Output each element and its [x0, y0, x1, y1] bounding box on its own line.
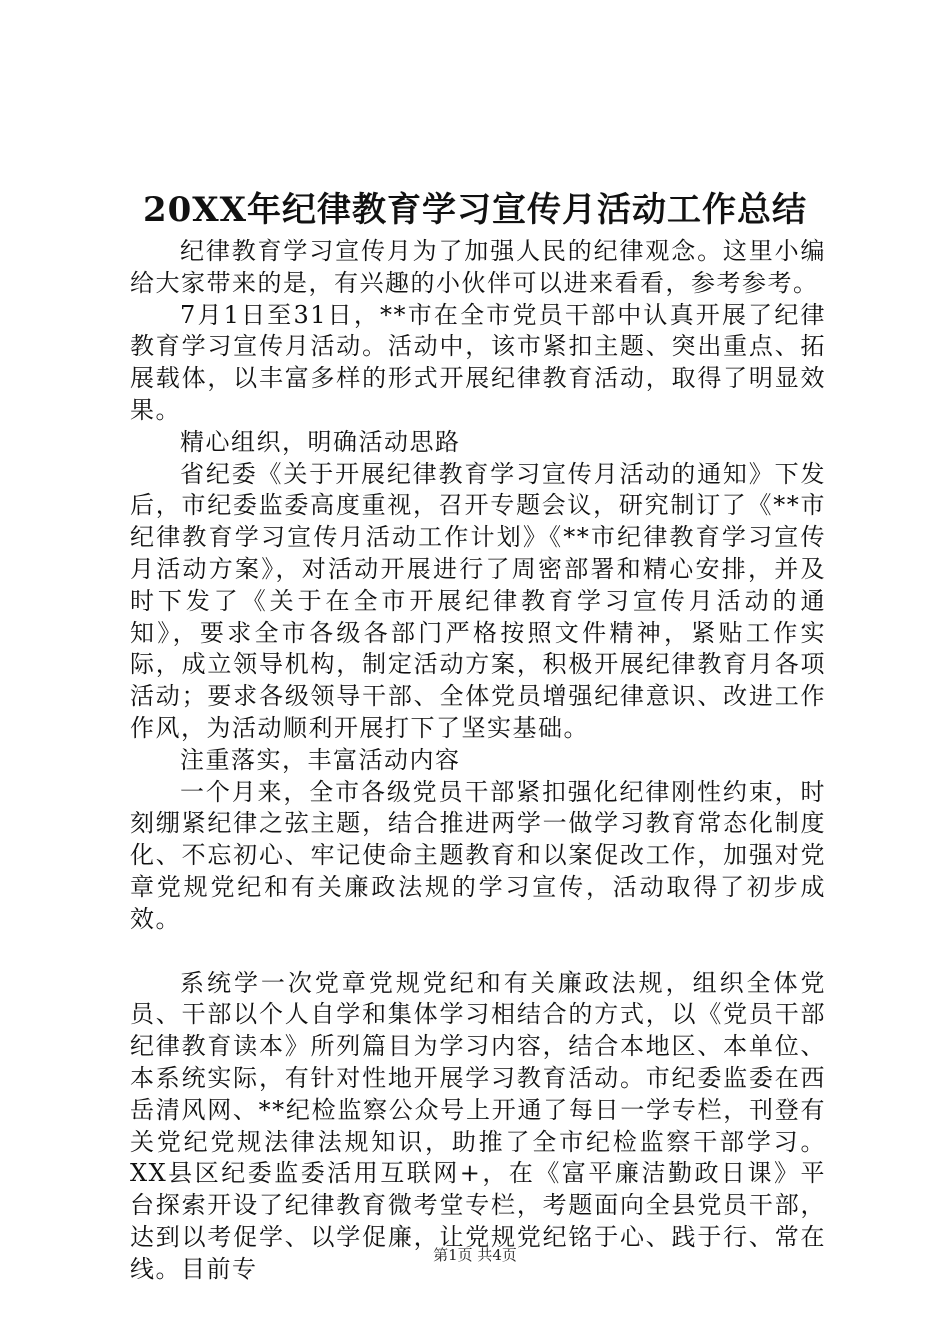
body-paragraph: 省纪委《关于开展纪律教育学习宣传月活动的通知》下发后，市纪委监委高度重视，召开专题会议，研究制订了《**市纪律教育学习宣传月活动工作计划》《**市纪律教育学习宣传月活动方案》，对活动开展进行了周密部署和精心安排，并及时下发了《关于在全市开展纪律教育学习宣传月活动的通知》，要求全市各级各部门严格按照文件精神，紧贴工作实际，成立领导机构，制定活动方案，积极开展纪律教育月各项活动；要求各级领导干部、全体党员增强纪律意识、改进工作作风，为活动顺利开展打下了坚实基础。 — [130, 459, 826, 742]
section-heading: 精心组织，明确活动思路 — [180, 427, 461, 456]
document-body — [130, 236, 826, 1286]
body-paragraph: 系统学一次党章党规党纪和有关廉政法规，组织全体党员、干部以个人自学和集体学习相结合的方式，以《党员干部纪律教育读本》所列篇目为学习内容，结合本地区、本单位、本系统实际，有针对性地开展学习教育活动。市纪委监委在西岳清风网、**纪检监察公众号上开通了每日一学专栏，刊登有关党纪党规法律法规知识，助推了全市纪检监察干部学习。XX县区纪委监委活用互联网+，在《富平廉洁勤政日课》平台探索开设了纪律教育微考堂专栏，考题面向全县党员干部，达到以考促学、以学促廉，让党规党纪铭于心、践于行、常在线。目前专 — [130, 968, 826, 1283]
document-title: 20XX年纪律教育学习宣传月活动工作总结 — [142, 190, 808, 230]
summary-paragraph: 7月1日至31日，**市在全市党员干部中认真开展了纪律教育学习宣传月活动。活动中，该市紧扣主题、突出重点、拓展载体，以丰富多样的形式开展纪律教育活动，取得了明显效果。 — [130, 300, 826, 424]
section-heading: 注重落实，丰富活动内容 — [180, 745, 461, 774]
body-paragraph: 一个月来，全市各级党员干部紧扣强化纪律刚性约束，时刻绷紧纪律之弦主题，结合推进两学一做学习教育常态化制度化、不忘初心、牢记使命主题教育和以案促改工作，加强对党章党规党纪和有关廉政法规的学习宣传，活动取得了初步成效。 — [130, 777, 826, 933]
paragraph-gap — [130, 936, 826, 968]
page-footer: 第1页 共4页 — [433, 1246, 517, 1264]
intro-paragraph: 纪律教育学习宣传月为了加强人民的纪律观念。这里小编给大家带来的是，有兴趣的小伙伴可以进来看看，参考参考。 — [130, 237, 826, 297]
